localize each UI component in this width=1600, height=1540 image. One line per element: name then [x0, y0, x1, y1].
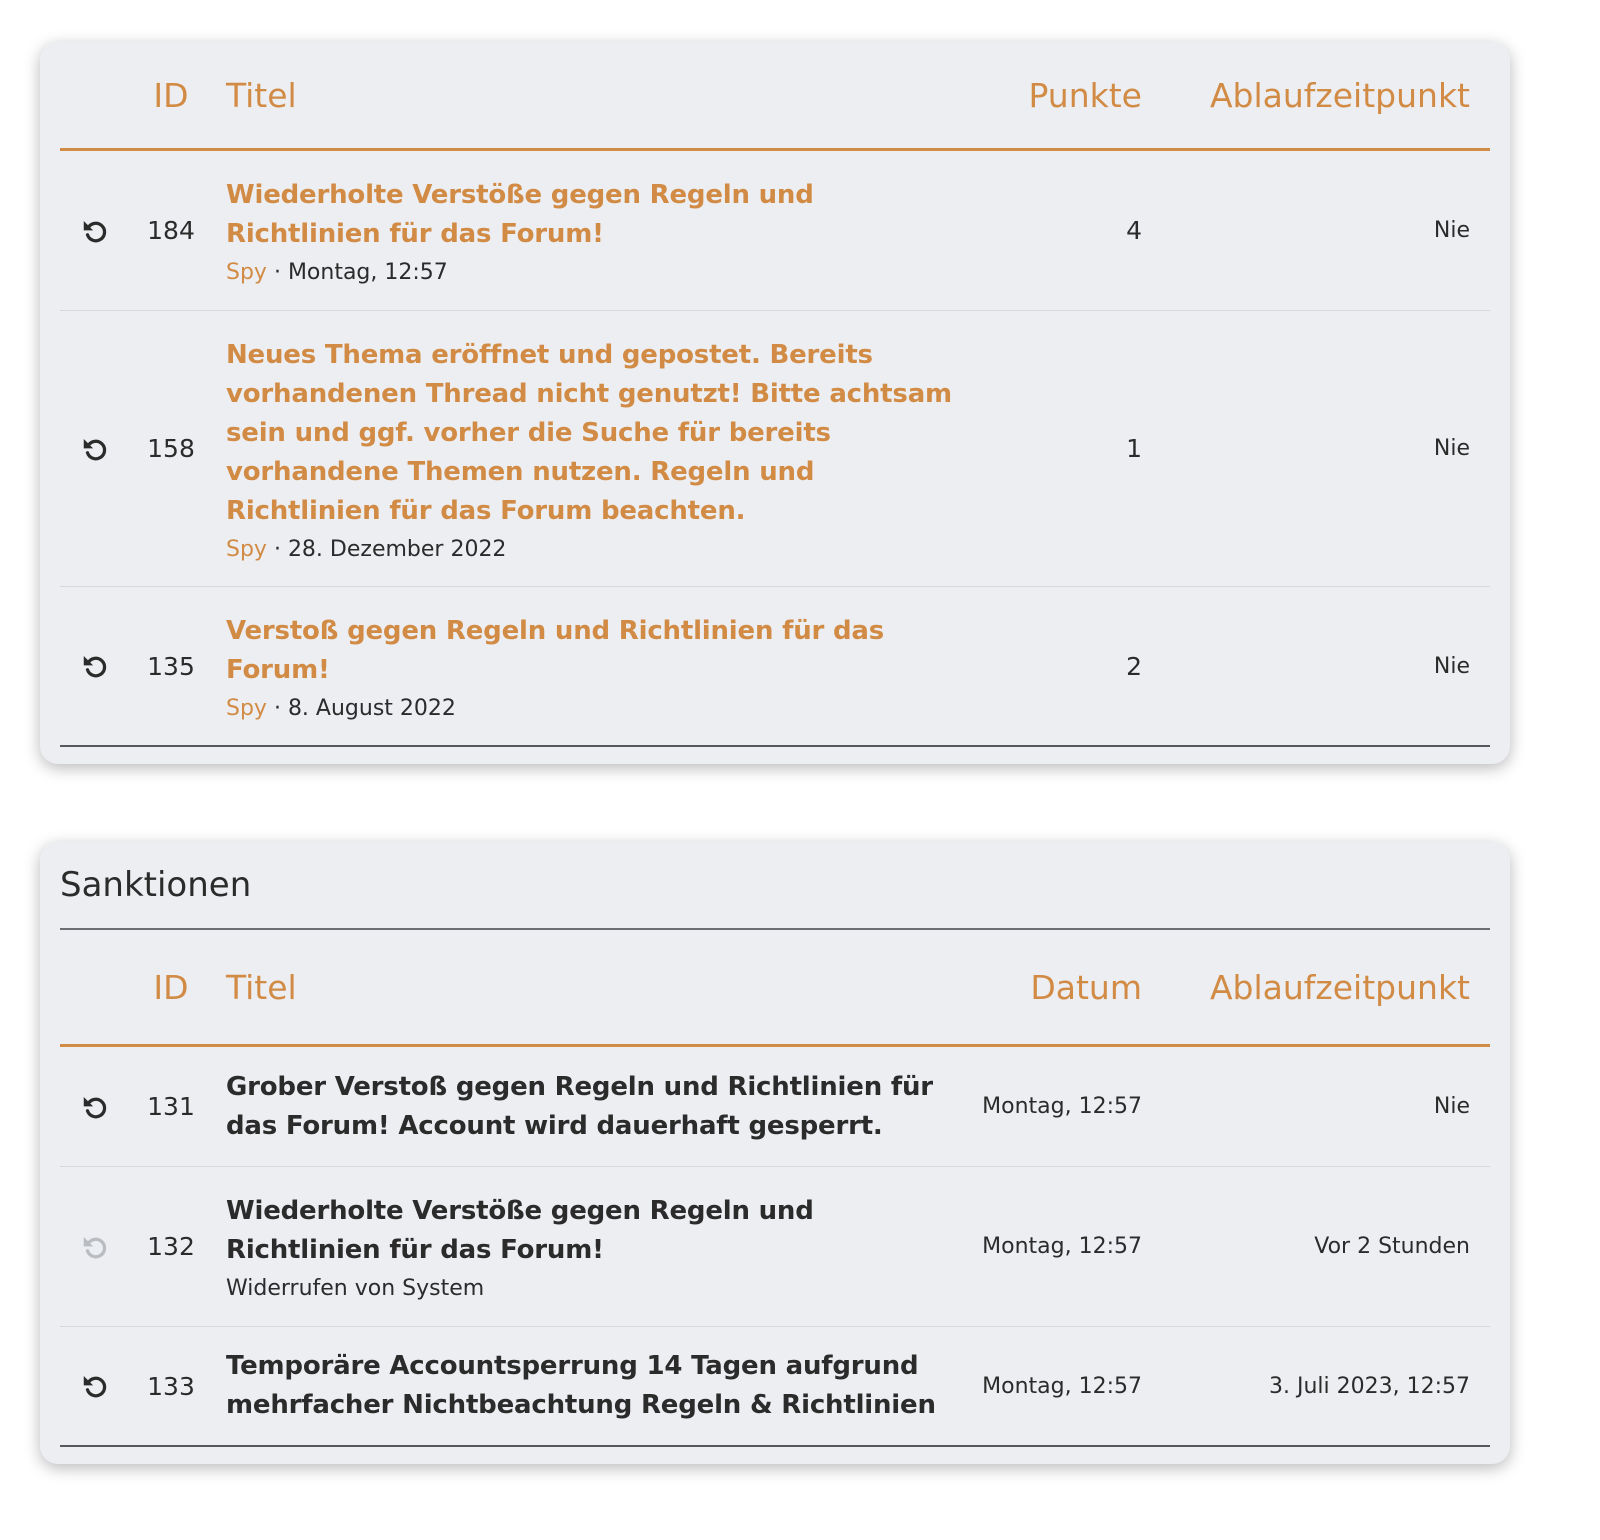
header-expires[interactable]: Ablaufzeitpunkt	[1209, 967, 1470, 1007]
header-points[interactable]: Punkte	[1028, 75, 1142, 115]
warning-title-link[interactable]: Neues Thema eröffnet und gepostet. Bereits vorhandenen Thread nicht genutzt! Bitte achtsam sein und ggf. vorher die Suche für bereits vorhandene Themen nutzen. Regeln und Richtlinien für das Forum beachten.	[226, 339, 952, 526]
warning-title-link[interactable]: Verstoß gegen Regeln und Richtlinien für das Forum!	[226, 615, 885, 685]
table-row	[60, 1167, 1490, 1327]
expires-value: Nie	[1433, 218, 1470, 243]
expires-value: Nie	[1433, 436, 1470, 461]
expires-value: Nie	[1433, 1094, 1470, 1119]
points-value: 1	[1126, 434, 1142, 463]
points-value: 2	[1126, 651, 1142, 681]
revoked-note: Widerrufen von System	[226, 1276, 485, 1301]
row-id: 158	[147, 434, 195, 463]
row-id: 132	[147, 1232, 195, 1261]
sanction-title: Grober Verstoß gegen Regeln und Richtlinien für das Forum! Account wird dauerhaft gesperrt.	[226, 1071, 933, 1141]
revoke-icon[interactable]	[80, 1092, 110, 1122]
revoke-icon	[80, 1232, 110, 1262]
revoke-icon[interactable]	[80, 216, 110, 246]
meta-separator: ·	[266, 260, 288, 285]
date-value: Montag, 12:57	[982, 1094, 1142, 1119]
header-title[interactable]: Titel	[226, 967, 297, 1007]
sanction-title: Wiederholte Verstöße gegen Regeln und Richtlinien für das Forum!	[226, 1196, 814, 1265]
expires-value: 3. Juli 2023, 12:57	[1268, 1373, 1470, 1399]
table-row	[60, 1327, 1490, 1447]
expires-value: Vor 2 Stunden	[1314, 1234, 1470, 1259]
warnings-card	[40, 42, 1510, 764]
expires-value: Nie	[1433, 653, 1470, 679]
meta-separator: ·	[266, 695, 288, 721]
sanctions-card	[40, 842, 1510, 1464]
meta-separator: ·	[266, 536, 288, 562]
author-link[interactable]: Spy	[226, 695, 267, 721]
table-row	[60, 1047, 1490, 1167]
header-id[interactable]: ID	[153, 75, 189, 115]
warning-date: 28. Dezember 2022	[287, 536, 507, 562]
warning-date: 8. August 2022	[287, 695, 456, 721]
points-value: 4	[1126, 216, 1142, 245]
section-title: Sanktionen	[60, 842, 1490, 930]
table-row	[60, 587, 1490, 747]
header-title[interactable]: Titel	[226, 75, 297, 115]
author-link[interactable]: Spy	[226, 260, 267, 285]
warnings-table-header	[60, 42, 1490, 151]
sanctions-table-header	[60, 930, 1490, 1047]
row-id: 184	[147, 216, 195, 245]
header-id[interactable]: ID	[153, 967, 189, 1007]
table-row	[60, 151, 1490, 311]
warning-date: Montag, 12:57	[287, 260, 448, 285]
author-link[interactable]: Spy	[226, 536, 267, 562]
revoke-icon[interactable]	[80, 1371, 110, 1401]
row-id: 131	[147, 1092, 195, 1121]
sanction-title: Temporäre Accountsperrung 14 Tagen aufgrund mehrfacher Nichtbeachtung Regeln & Richtlinien	[226, 1351, 936, 1420]
row-id: 133	[147, 1371, 195, 1401]
date-value: Montag, 12:57	[982, 1373, 1142, 1399]
warning-title-link[interactable]: Wiederholte Verstöße gegen Regeln und Richtlinien für das Forum!	[226, 180, 814, 249]
row-id: 135	[147, 651, 195, 681]
header-expires[interactable]: Ablaufzeitpunkt	[1209, 75, 1470, 115]
header-date[interactable]: Datum	[1030, 967, 1142, 1007]
date-value: Montag, 12:57	[982, 1234, 1142, 1259]
revoke-icon[interactable]	[80, 434, 110, 464]
revoke-icon[interactable]	[80, 651, 110, 681]
table-row	[60, 311, 1490, 587]
